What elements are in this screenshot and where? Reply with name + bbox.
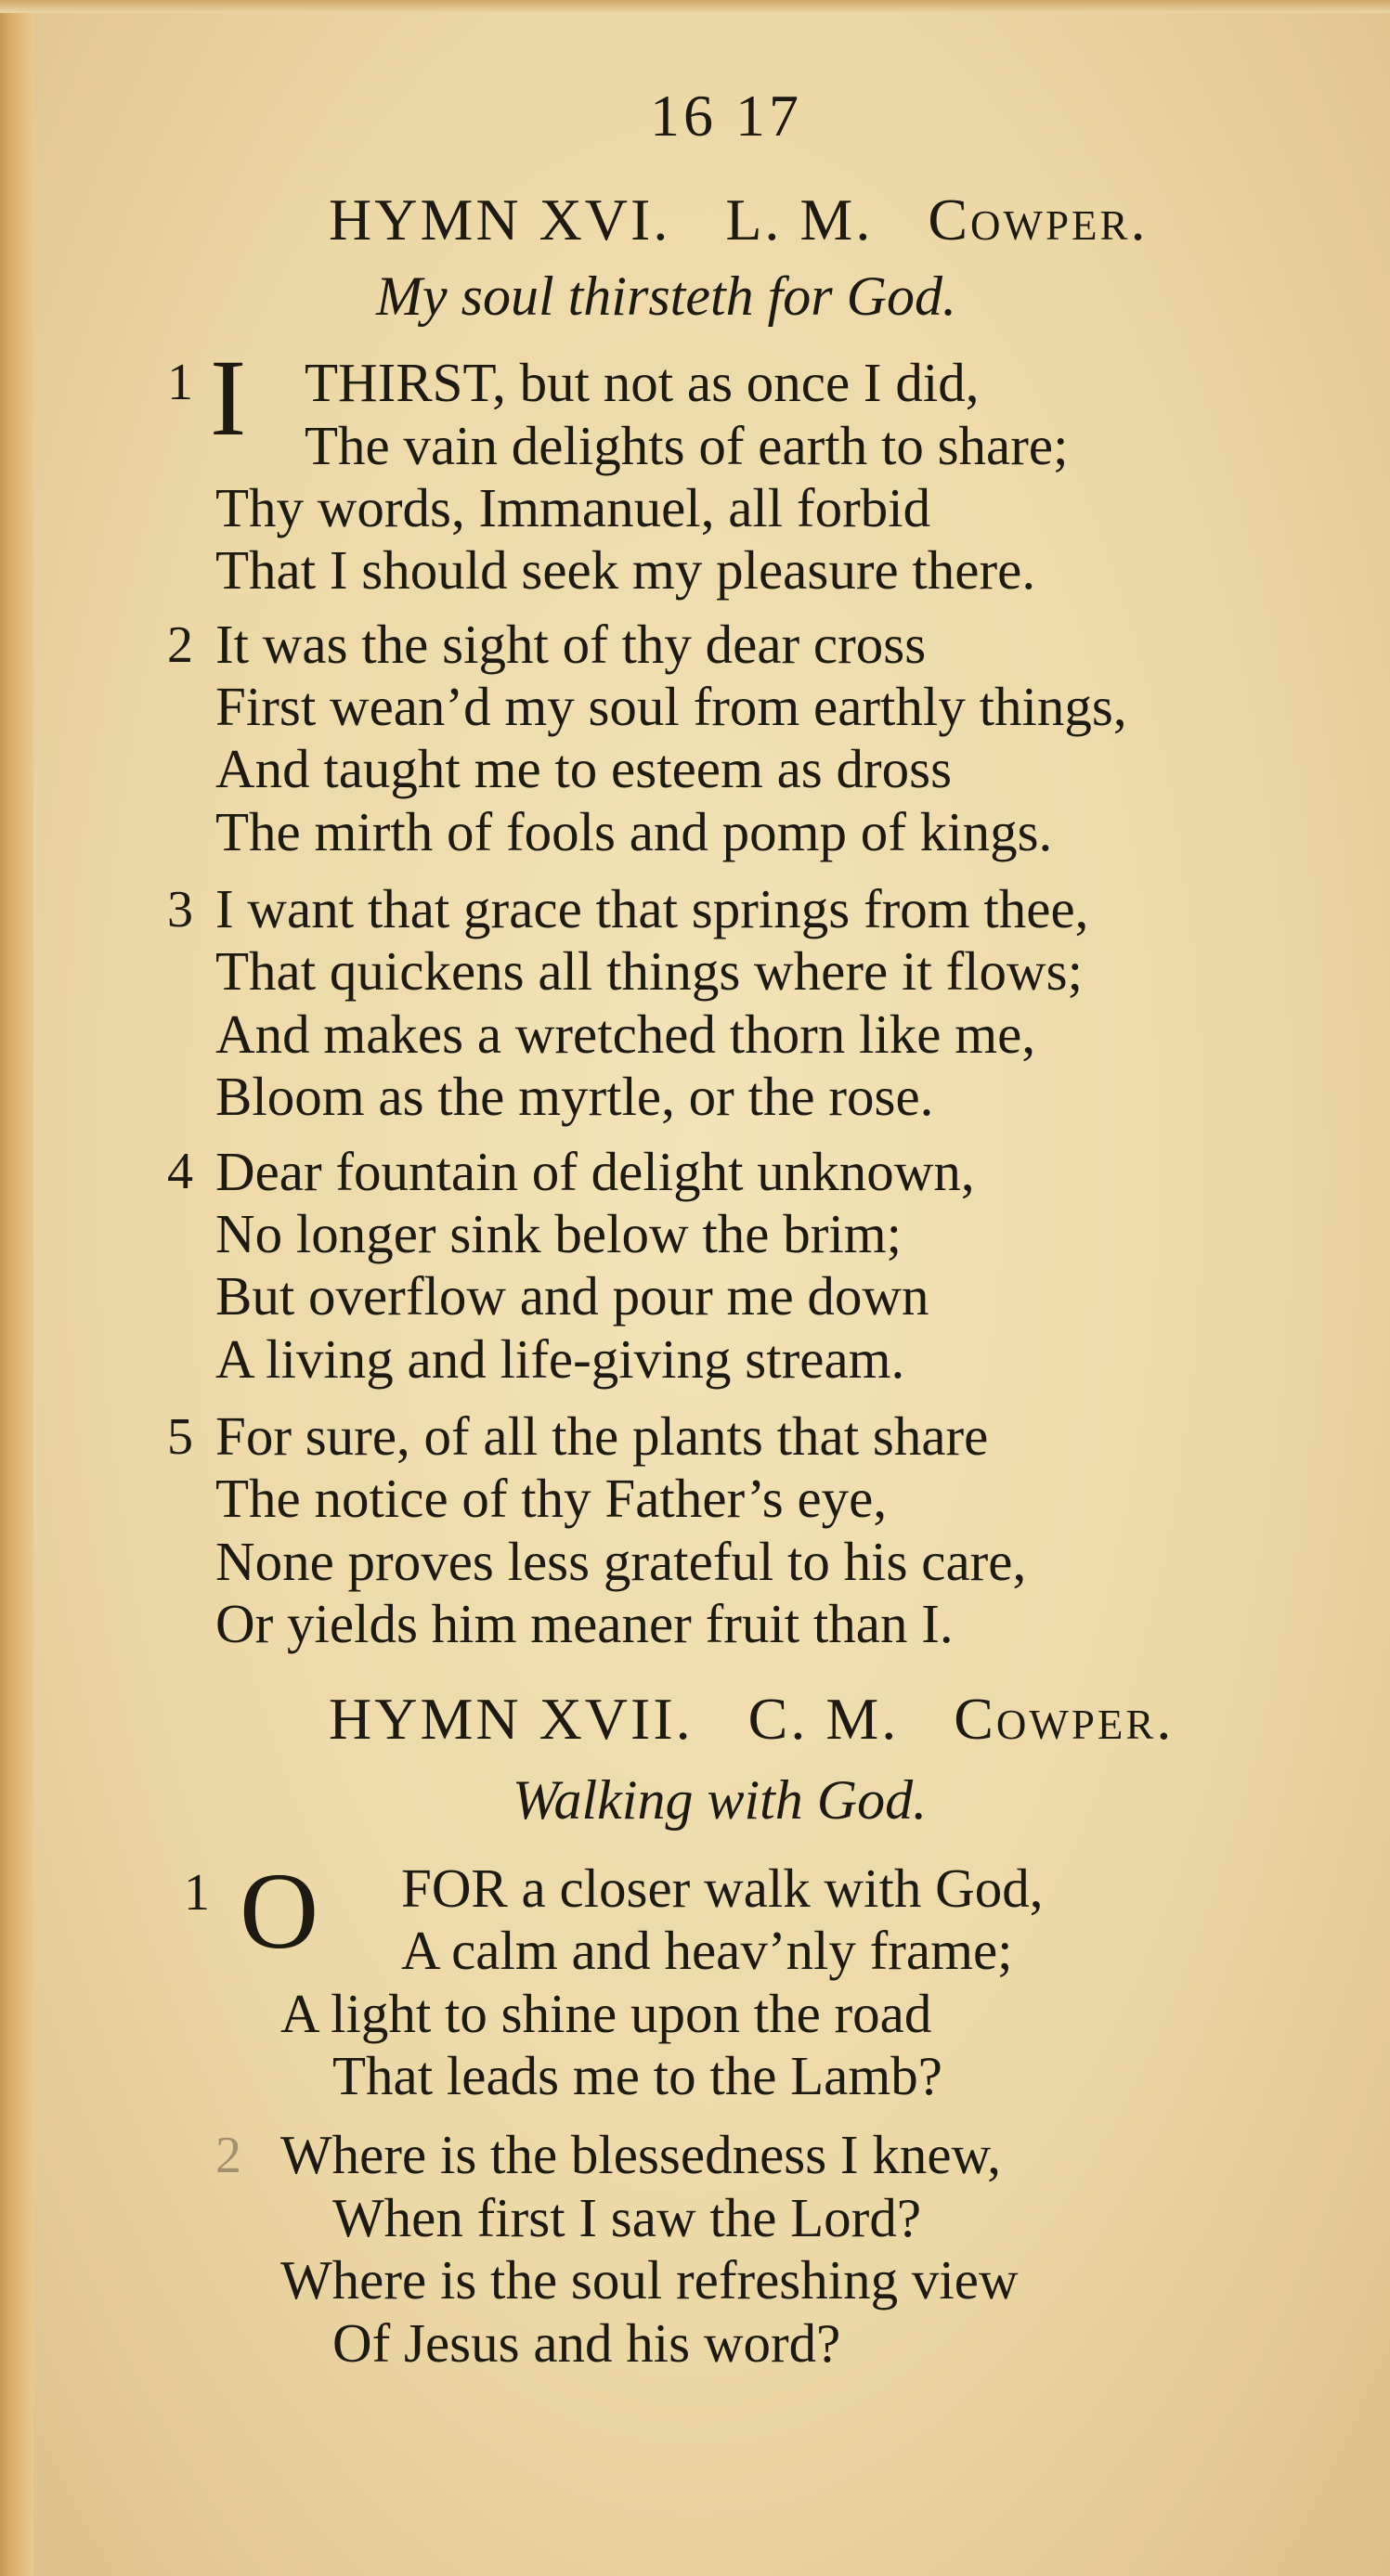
hymn-meter: L. M. bbox=[725, 187, 874, 252]
hymn-meter: C. M. bbox=[747, 1686, 900, 1752]
verse-line: But overflow and pour me down bbox=[215, 1265, 929, 1327]
page-number: 16 17 bbox=[650, 83, 802, 149]
page-edge bbox=[0, 0, 1390, 13]
verse-line: Of Jesus and his word? bbox=[332, 2312, 841, 2374]
verse-line: THIRST, but not as once I did, bbox=[305, 352, 980, 413]
hymn-16-subtitle: My soul thirsteth for God. bbox=[376, 265, 956, 327]
hymn-17-title bbox=[329, 1685, 1174, 1754]
verse-line: Bloom as the myrtle, or the rose. bbox=[215, 1066, 934, 1127]
verse-line: Where is the soul refreshing view bbox=[280, 2249, 1019, 2311]
verse-line: FOR a closer walk with God, bbox=[401, 1858, 1044, 1919]
verse-line: And taught me to esteem as dross bbox=[215, 738, 953, 799]
verse-line: It was the sight of thy dear cross bbox=[215, 614, 927, 675]
verse-line: A calm and heav’nly frame; bbox=[401, 1920, 1013, 1981]
verse-line: Or yields him meaner fruit than I. bbox=[215, 1593, 954, 1654]
hymn-16-title bbox=[329, 186, 1149, 254]
verse-line: The mirth of fools and pomp of kings. bbox=[215, 801, 1053, 862]
verse-line: First wean’d my soul from earthly things, bbox=[215, 676, 1127, 737]
verse-number: 1 bbox=[184, 1864, 210, 1922]
verse-line: Thy words, Immanuel, all forbid bbox=[215, 477, 931, 538]
verse-line: That I should seek my pleasure there. bbox=[215, 539, 1036, 601]
verse-line: That leads me to the Lamb? bbox=[332, 2045, 942, 2106]
verse-line: No longer sink below the brim; bbox=[215, 1203, 903, 1264]
verse-line: That quickens all things where it flows; bbox=[215, 940, 1083, 1002]
verse-number: 2 bbox=[167, 616, 193, 674]
verse-number: 4 bbox=[167, 1143, 193, 1200]
verse-line: Where is the blessedness I knew, bbox=[280, 2124, 1002, 2185]
verse-line: And makes a wretched thorn like me, bbox=[215, 1003, 1036, 1065]
verse-line: When first I saw the Lord? bbox=[332, 2187, 922, 2248]
verse-number: 2 bbox=[215, 2127, 241, 2184]
verse-line: A living and life-giving stream. bbox=[215, 1328, 905, 1390]
hymn-author: Cowper. bbox=[928, 187, 1149, 252]
hymn-title-text: HYMN XVII. bbox=[329, 1686, 694, 1752]
verse-number: 1 bbox=[167, 354, 193, 411]
drop-cap: I bbox=[210, 337, 247, 459]
verse-line: For sure, of all the plants that share bbox=[215, 1405, 989, 1467]
verse-number: 3 bbox=[167, 881, 193, 938]
verse-line: I want that grace that springs from thee, bbox=[215, 878, 1089, 939]
verse-number: 5 bbox=[167, 1408, 193, 1466]
hymn-author: Cowper. bbox=[954, 1686, 1175, 1752]
hymn-17-subtitle: Walking with God. bbox=[513, 1769, 928, 1831]
verse-line: None proves less grateful to his care, bbox=[215, 1531, 1027, 1592]
verse-line: The notice of thy Father’s eye, bbox=[215, 1468, 888, 1529]
verse-line: Dear fountain of delight unknown, bbox=[215, 1141, 975, 1202]
drop-cap: O bbox=[240, 1850, 319, 1972]
book-spine bbox=[0, 0, 33, 2576]
verse-line: A light to shine upon the road bbox=[280, 1983, 932, 2044]
verse-line: The vain delights of earth to share; bbox=[305, 415, 1069, 476]
hymn-title-text: HYMN XVI. bbox=[329, 187, 671, 252]
